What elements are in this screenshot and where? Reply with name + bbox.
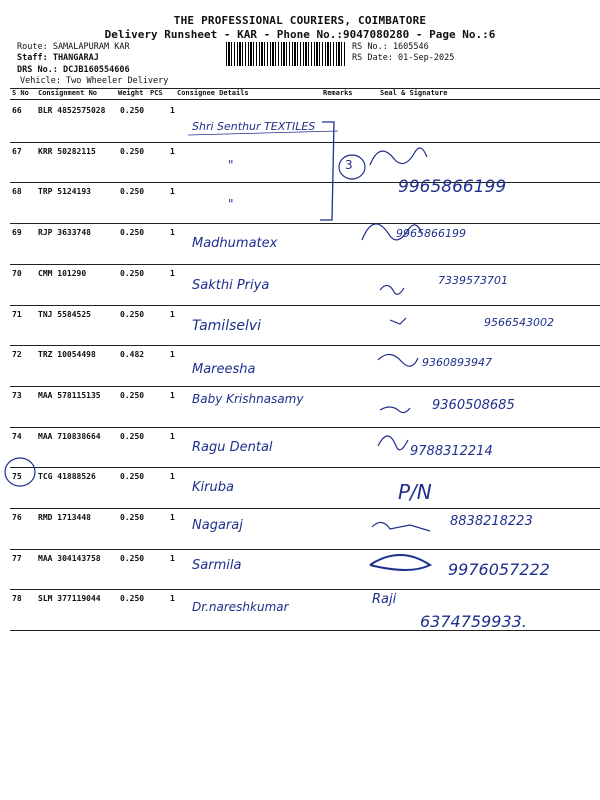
row-weight: 0.250 [120, 309, 145, 319]
row-consignment-no: TRP 5124193 [38, 187, 91, 197]
row-weight: 0.250 [120, 187, 145, 197]
row-weight: 0.250 [120, 228, 145, 238]
row-consignee-handwriting: Nagaraj [192, 518, 243, 533]
row-signature-phone: 9360893947 [422, 356, 492, 369]
row-sno: 69 [12, 228, 22, 238]
row-consignment-no: TCG 41888526 [38, 472, 96, 482]
row-pcs: 1 [170, 146, 175, 156]
row-consignee-handwriting: Baby Krishnasamy [192, 392, 304, 406]
row-consignee-handwriting: Tamilselvi [192, 318, 262, 334]
col-signature: Seal & Signature [380, 89, 448, 97]
row-consignment-no: BLR 4852575028 [38, 106, 106, 115]
row-signature-phone: 9566543002 [484, 316, 554, 329]
row-sno: 71 [12, 309, 22, 319]
row-pcs: 1 [170, 390, 175, 400]
row-consignee-handwriting: Sakthi Priya [192, 278, 270, 293]
row-pcs: 1 [170, 513, 175, 522]
row-consignment-no: SLM 377119044 [38, 594, 101, 604]
row-pcs: 1 [170, 309, 175, 319]
col-sno: S No [12, 89, 29, 97]
row-consignee-handwriting: Dr.nareshkumar [192, 600, 289, 614]
row-consignee-handwriting: Mareesha [192, 362, 256, 377]
col-consignee: Consignee Details [177, 89, 249, 97]
row-weight: 0.250 [120, 146, 145, 156]
row-signature-phone: 9788312214 [410, 444, 493, 459]
row-pcs: 1 [170, 553, 175, 563]
row-pcs: 1 [170, 431, 175, 441]
row-consignee-handwriting: " [228, 197, 234, 211]
circled-number: 3 [345, 158, 353, 172]
row-pcs: 1 [170, 106, 175, 115]
row-consignment-no: MAA 578115135 [38, 390, 101, 400]
row-weight: 0.250 [120, 513, 145, 522]
row-pcs: 1 [170, 472, 175, 482]
row-sno: 67 [12, 146, 22, 156]
row-consignee-handwriting: Sarmila [192, 558, 242, 573]
row-signature-phone: 7339573701 [438, 274, 508, 287]
row-consignment-no: TRZ 10054498 [38, 350, 96, 360]
row-consignee-handwriting: Shri Senthur TEXTILES [192, 120, 316, 133]
row-weight: 0.250 [120, 268, 145, 278]
vehicle-label: Vehicle: Two Wheeler Delivery [20, 76, 169, 86]
row-weight: 0.250 [120, 390, 145, 400]
row-sno: 66 [12, 106, 22, 115]
row-consignment-no: RMD 1713448 [38, 513, 91, 522]
row-pcs: 1 [170, 187, 175, 197]
row-consignment-no: TNJ 5584525 [38, 309, 91, 319]
row-sno: 74 [12, 431, 22, 441]
row-pcs: 1 [170, 268, 175, 278]
row-signature-phone: P/N [398, 480, 432, 504]
row-consignee-handwriting: Madhumatex [192, 236, 278, 251]
drs-number: DRS No.: DCJB160554606 [17, 65, 130, 75]
row-consignment-no: KRR 50282115 [38, 146, 96, 156]
route-label: Route: SAMALAPURAM KAR [17, 42, 130, 52]
staff-label: Staff: THANGARAJ [17, 53, 99, 63]
company-title: THE PROFESSIONAL COURIERS, COIMBATORE [173, 14, 427, 27]
col-consignment: Consignment No [38, 89, 98, 97]
row-pcs: 1 [170, 350, 175, 360]
row-signature-phone: 9360508685 [432, 398, 515, 413]
row-signature-phone: 9965866199 [398, 177, 507, 197]
row-sno: 77 [12, 553, 22, 563]
row-pcs: 1 [170, 228, 175, 238]
row-weight: 0.250 [120, 472, 145, 482]
row-consignee-handwriting: " [228, 158, 234, 172]
row-weight: 0.250 [120, 106, 145, 115]
runsheet-subtitle: Delivery Runsheet - KAR - Phone No.:9047080280 - Page No.:6 [104, 28, 496, 41]
row-signature-phone: 6374759933. [420, 612, 527, 631]
row-pcs: 1 [170, 594, 175, 604]
row-consignment-no: CMM 101290 [38, 268, 87, 278]
row-sno: 75 [12, 472, 22, 482]
row-weight: 0.250 [120, 431, 145, 441]
row-weight: 0.250 [120, 594, 145, 604]
col-weight: Weight [118, 89, 144, 97]
row-sno: 73 [12, 390, 22, 400]
row-sno: 68 [12, 187, 22, 197]
col-pcs: PCS [150, 89, 163, 97]
row-consignment-no: MAA 710838664 [38, 431, 101, 441]
row-sno: 72 [12, 350, 22, 360]
row-consignee-handwriting: Kiruba [192, 480, 234, 495]
row-sno: 76 [12, 513, 22, 522]
row-consignee-handwriting: Ragu Dental [192, 440, 273, 455]
row-weight: 0.482 [120, 350, 145, 360]
row-consignment-no: RJP 3633748 [38, 228, 91, 238]
row-signature-phone: 9965866199 [396, 227, 466, 240]
row-weight: 0.250 [120, 553, 145, 563]
row-consignment-no: MAA 304143758 [38, 553, 101, 563]
row-sno: 78 [12, 594, 22, 604]
row-sno: 70 [12, 268, 22, 278]
row-signature-phone: 8838218223 [450, 514, 533, 529]
col-remarks: Remarks [323, 89, 353, 97]
row-signature-phone: 9976057222 [448, 560, 550, 579]
rs-date: RS Date: 01-Sep-2025 [352, 53, 455, 63]
rs-number: RS No.: 1605546 [352, 42, 429, 52]
initials-raji: Raji [372, 592, 397, 607]
